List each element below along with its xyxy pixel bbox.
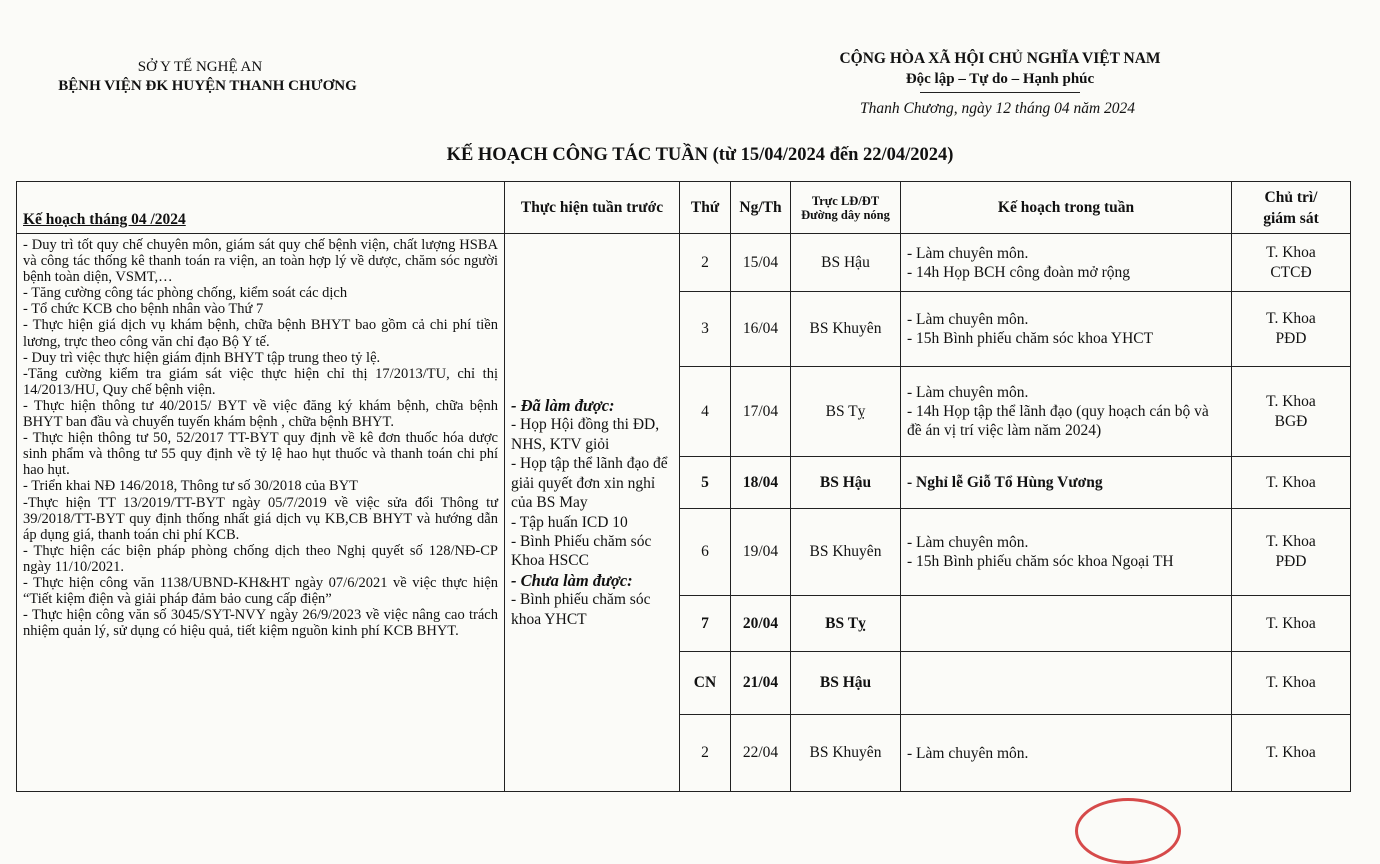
week-plan-cell xyxy=(901,457,1232,509)
col-duty-line1: Trực LĐ/ĐT xyxy=(811,193,880,208)
org-parent: SỞ Y TẾ NGHỆ AN xyxy=(137,59,263,75)
weekday-cell: 2 xyxy=(680,234,731,292)
week-plan-item: - Làm chuyên môn. xyxy=(907,244,1029,262)
week-plan-item: - Làm chuyên môn. xyxy=(907,384,1029,401)
supervisor-line: BGĐ xyxy=(1274,412,1308,430)
supervisor-cell xyxy=(1232,596,1351,652)
week-plan-item: - Làm chuyên môn. xyxy=(907,534,1029,551)
red-seal-stamp xyxy=(1075,798,1181,864)
col-weekday: Thứ xyxy=(680,182,731,234)
supervisor-line: T. Khoa xyxy=(1266,243,1316,261)
supervisor-line: T. Khoa xyxy=(1266,533,1316,550)
week-plan-item: - Làm chuyên môn. xyxy=(907,311,1029,328)
done-item: - Họp Hội đồng thi ĐD, NHS, KTV giỏi xyxy=(511,416,660,453)
month-plan-item: - Duy trì tốt quy chế chuyên môn, giám sát quy chế bệnh viện, chất lượng HSBA và công tác thống kê thanh toán ra viện, an toàn hợp lý về dược, chăm sóc người bệnh toàn diện, VSMT,… xyxy=(23,237,498,286)
month-plan-item: - Thực hiện giá dịch vụ khám bệnh, chữa bệnh BHYT bao gồm cả chi phí tiền lương, trực theo công văn chỉ đạo Bộ Y tế. xyxy=(23,317,498,350)
supervisor-line: PĐD xyxy=(1275,553,1307,570)
week-plan-cell xyxy=(901,292,1232,367)
month-plan-item: - Thực hiện các biện pháp phòng chống dịch theo Nghị quyết số 128/NĐ-CP ngày 11/10/2021. xyxy=(23,542,498,575)
date-cell: 16/04 xyxy=(731,292,791,367)
week-plan-item: - 15h Bình phiếu chăm sóc khoa Ngoại TH xyxy=(907,553,1174,570)
supervisor-line: T. Khoa xyxy=(1266,392,1316,410)
week-plan-cell xyxy=(901,715,1232,792)
month-plan-item: - Duy trì việc thực hiện giám định BHYT tập trung theo tỷ lệ. xyxy=(23,349,381,366)
supervisor-line: PĐD xyxy=(1275,330,1307,347)
col-month-plan: Kế hoạch tháng 04 /2024 xyxy=(17,182,505,234)
col-week-plan: Kế hoạch trong tuần xyxy=(901,182,1232,234)
date-cell: 19/04 xyxy=(731,509,791,596)
date-cell: 15/04 xyxy=(731,234,791,292)
week-plan-item: - Làm chuyên môn. xyxy=(907,744,1029,762)
weekday-cell: 5 xyxy=(680,457,731,509)
week-plan-item: - 14h Họp BCH công đoàn mở rộng xyxy=(907,263,1131,281)
done-item: - Bình Phiếu chăm sóc Khoa HSCC xyxy=(511,532,652,570)
week-plan-item: - Nghỉ lễ Giỗ Tổ Hùng Vương xyxy=(907,474,1103,491)
duty-cell: BS Khuyên xyxy=(791,509,901,596)
col-duty-line2: Đường dây nóng xyxy=(801,207,890,222)
org-name: BỆNH VIỆN ĐK HUYỆN THANH CHƯƠNG xyxy=(58,78,357,94)
table-header-row xyxy=(17,182,1351,234)
duty-cell: BS Khuyên xyxy=(791,292,901,367)
date-cell: 22/04 xyxy=(731,715,791,792)
notdone-item: - Bình phiếu chăm sóc khoa YHCT xyxy=(511,591,651,628)
week-plan-cell xyxy=(901,596,1232,652)
col-date: Ng/Th xyxy=(731,182,791,234)
month-plan-item: - Triển khai NĐ 146/2018, Thông tư số 30/2018 của BYT xyxy=(23,478,359,495)
done-item: - Họp tập thể lãnh đạo để giải quyết đơn xin nghỉ của BS May xyxy=(511,455,668,512)
document-date: Thanh Chương, ngày 12 tháng 04 năm 2024 xyxy=(859,100,1136,117)
date-cell: 17/04 xyxy=(731,367,791,457)
col-supervisor xyxy=(1232,182,1351,234)
day-row xyxy=(17,234,1351,292)
date-cell: 20/04 xyxy=(731,596,791,652)
col-prev-week: Thực hiện tuần trước xyxy=(505,182,680,234)
duty-cell: BS Hậu xyxy=(791,652,901,715)
week-plan-item: - 14h Họp tập thể lãnh đạo (quy hoạch cán bộ và đề án vị trí việc làm năm 2024) xyxy=(907,403,1209,439)
month-plan-cell xyxy=(17,234,505,792)
weekday-cell: 3 xyxy=(680,292,731,367)
month-plan-item: - Thực hiện công văn 1138/UBND-KH&HT ngày 07/6/2021 về việc thực hiện “Tiết kiệm điện và giải pháp đảm bảo cung cấp điện” xyxy=(23,574,498,608)
month-plan-item: -Tăng cường kiểm tra giám sát việc thực hiện chỉ thị 17/2013/TU, chỉ thị 14/2013/HU, Quy chế bệnh viện. xyxy=(23,365,498,398)
date-cell: 21/04 xyxy=(731,652,791,715)
week-plan-cell xyxy=(901,234,1232,292)
supervisor-line: T. Khoa xyxy=(1266,310,1316,327)
document-title: KẾ HOẠCH CÔNG TÁC TUẦN (từ 15/04/2024 đến 22/04/2024) xyxy=(446,145,954,165)
supervisor-line: T. Khoa xyxy=(1266,674,1316,691)
week-plan-cell xyxy=(901,509,1232,596)
col-duty xyxy=(791,182,901,234)
supervisor-cell xyxy=(1232,652,1351,715)
duty-cell: BS Hậu xyxy=(791,234,901,292)
notdone-heading: - Chưa làm được: xyxy=(511,570,633,590)
supervisor-cell xyxy=(1232,292,1351,367)
done-heading: - Đã làm được: xyxy=(511,396,615,416)
supervisor-line: CTCĐ xyxy=(1270,263,1312,281)
weekday-cell: CN xyxy=(680,652,731,715)
national-motto: CỘNG HÒA XÃ HỘI CHỦ NGHĨA VIỆT NAM xyxy=(839,50,1161,67)
prev-week-cell xyxy=(505,234,680,792)
supervisor-cell xyxy=(1232,367,1351,457)
duty-cell: BS Tỵ xyxy=(791,596,901,652)
week-plan-cell xyxy=(901,367,1232,457)
supervisor-line: T. Khoa xyxy=(1266,473,1316,491)
national-slogan: Độc lập – Tự do – Hạnh phúc xyxy=(905,71,1095,87)
supervisor-line: T. Khoa xyxy=(1266,614,1316,632)
month-plan-item: - Tăng cường công tác phòng chống, kiểm soát các dịch xyxy=(23,285,348,302)
week-plan-cell xyxy=(901,652,1232,715)
weekday-cell: 4 xyxy=(680,367,731,457)
done-item: - Tập huấn ICD 10 xyxy=(511,513,628,531)
supervisor-cell xyxy=(1232,234,1351,292)
supervisor-cell xyxy=(1232,509,1351,596)
date-cell: 18/04 xyxy=(731,457,791,509)
slogan-underline xyxy=(920,92,1080,93)
supervisor-cell xyxy=(1232,715,1351,792)
month-plan-item: - Thực hiện thông tư 40/2015/ BYT về việc đăng ký khám bệnh, chữa bệnh BHYT ban đầu và chuyển tuyến khám bệnh , chữa bệnh BHYT. xyxy=(23,397,498,431)
supervisor-cell xyxy=(1232,457,1351,509)
month-plan-item: - Tổ chức KCB cho bệnh nhân vào Thứ 7 xyxy=(23,301,264,318)
col-supervisor-line2: giám sát xyxy=(1263,209,1319,227)
weekly-plan-table xyxy=(16,181,1351,792)
weekday-cell: 7 xyxy=(680,596,731,652)
week-plan-item: - 15h Bình phiếu chăm sóc khoa YHCT xyxy=(907,330,1154,347)
month-plan-item: - Thực hiện công văn số 3045/SYT-NVY ngày 26/9/2023 về việc nâng cao trách nhiệm quản lý, sử dụng có hiệu quả, tiết kiệm nguồn kinh phí KCB BHYT. xyxy=(23,607,498,640)
supervisor-line: T. Khoa xyxy=(1266,744,1316,761)
weekday-cell: 6 xyxy=(680,509,731,596)
duty-cell: BS Hậu xyxy=(791,457,901,509)
duty-cell: BS Khuyên xyxy=(791,715,901,792)
duty-cell: BS Tỵ xyxy=(791,367,901,457)
month-plan-item: - Thực hiện thông tư 50, 52/2017 TT-BYT quy định về kê đơn thuốc hóa dược sinh phẩm và thông tư 55 quy định về tỷ lệ hao hụt thuốc và thanh toán chi phí hao hụt. xyxy=(23,430,498,479)
col-supervisor-line1: Chủ trì/ xyxy=(1264,188,1318,206)
month-plan-item: -Thực hiện TT 13/2019/TT-BYT ngày 05/7/2019 về việc sửa đổi Thông tư 39/2018/TT-BYT quy định thống nhất giá dịch vụ KB,CB BHYT và hướng dẫn áp dụng giá, thanh toán chi phí KCB. xyxy=(23,494,498,543)
weekday-cell: 2 xyxy=(680,715,731,792)
